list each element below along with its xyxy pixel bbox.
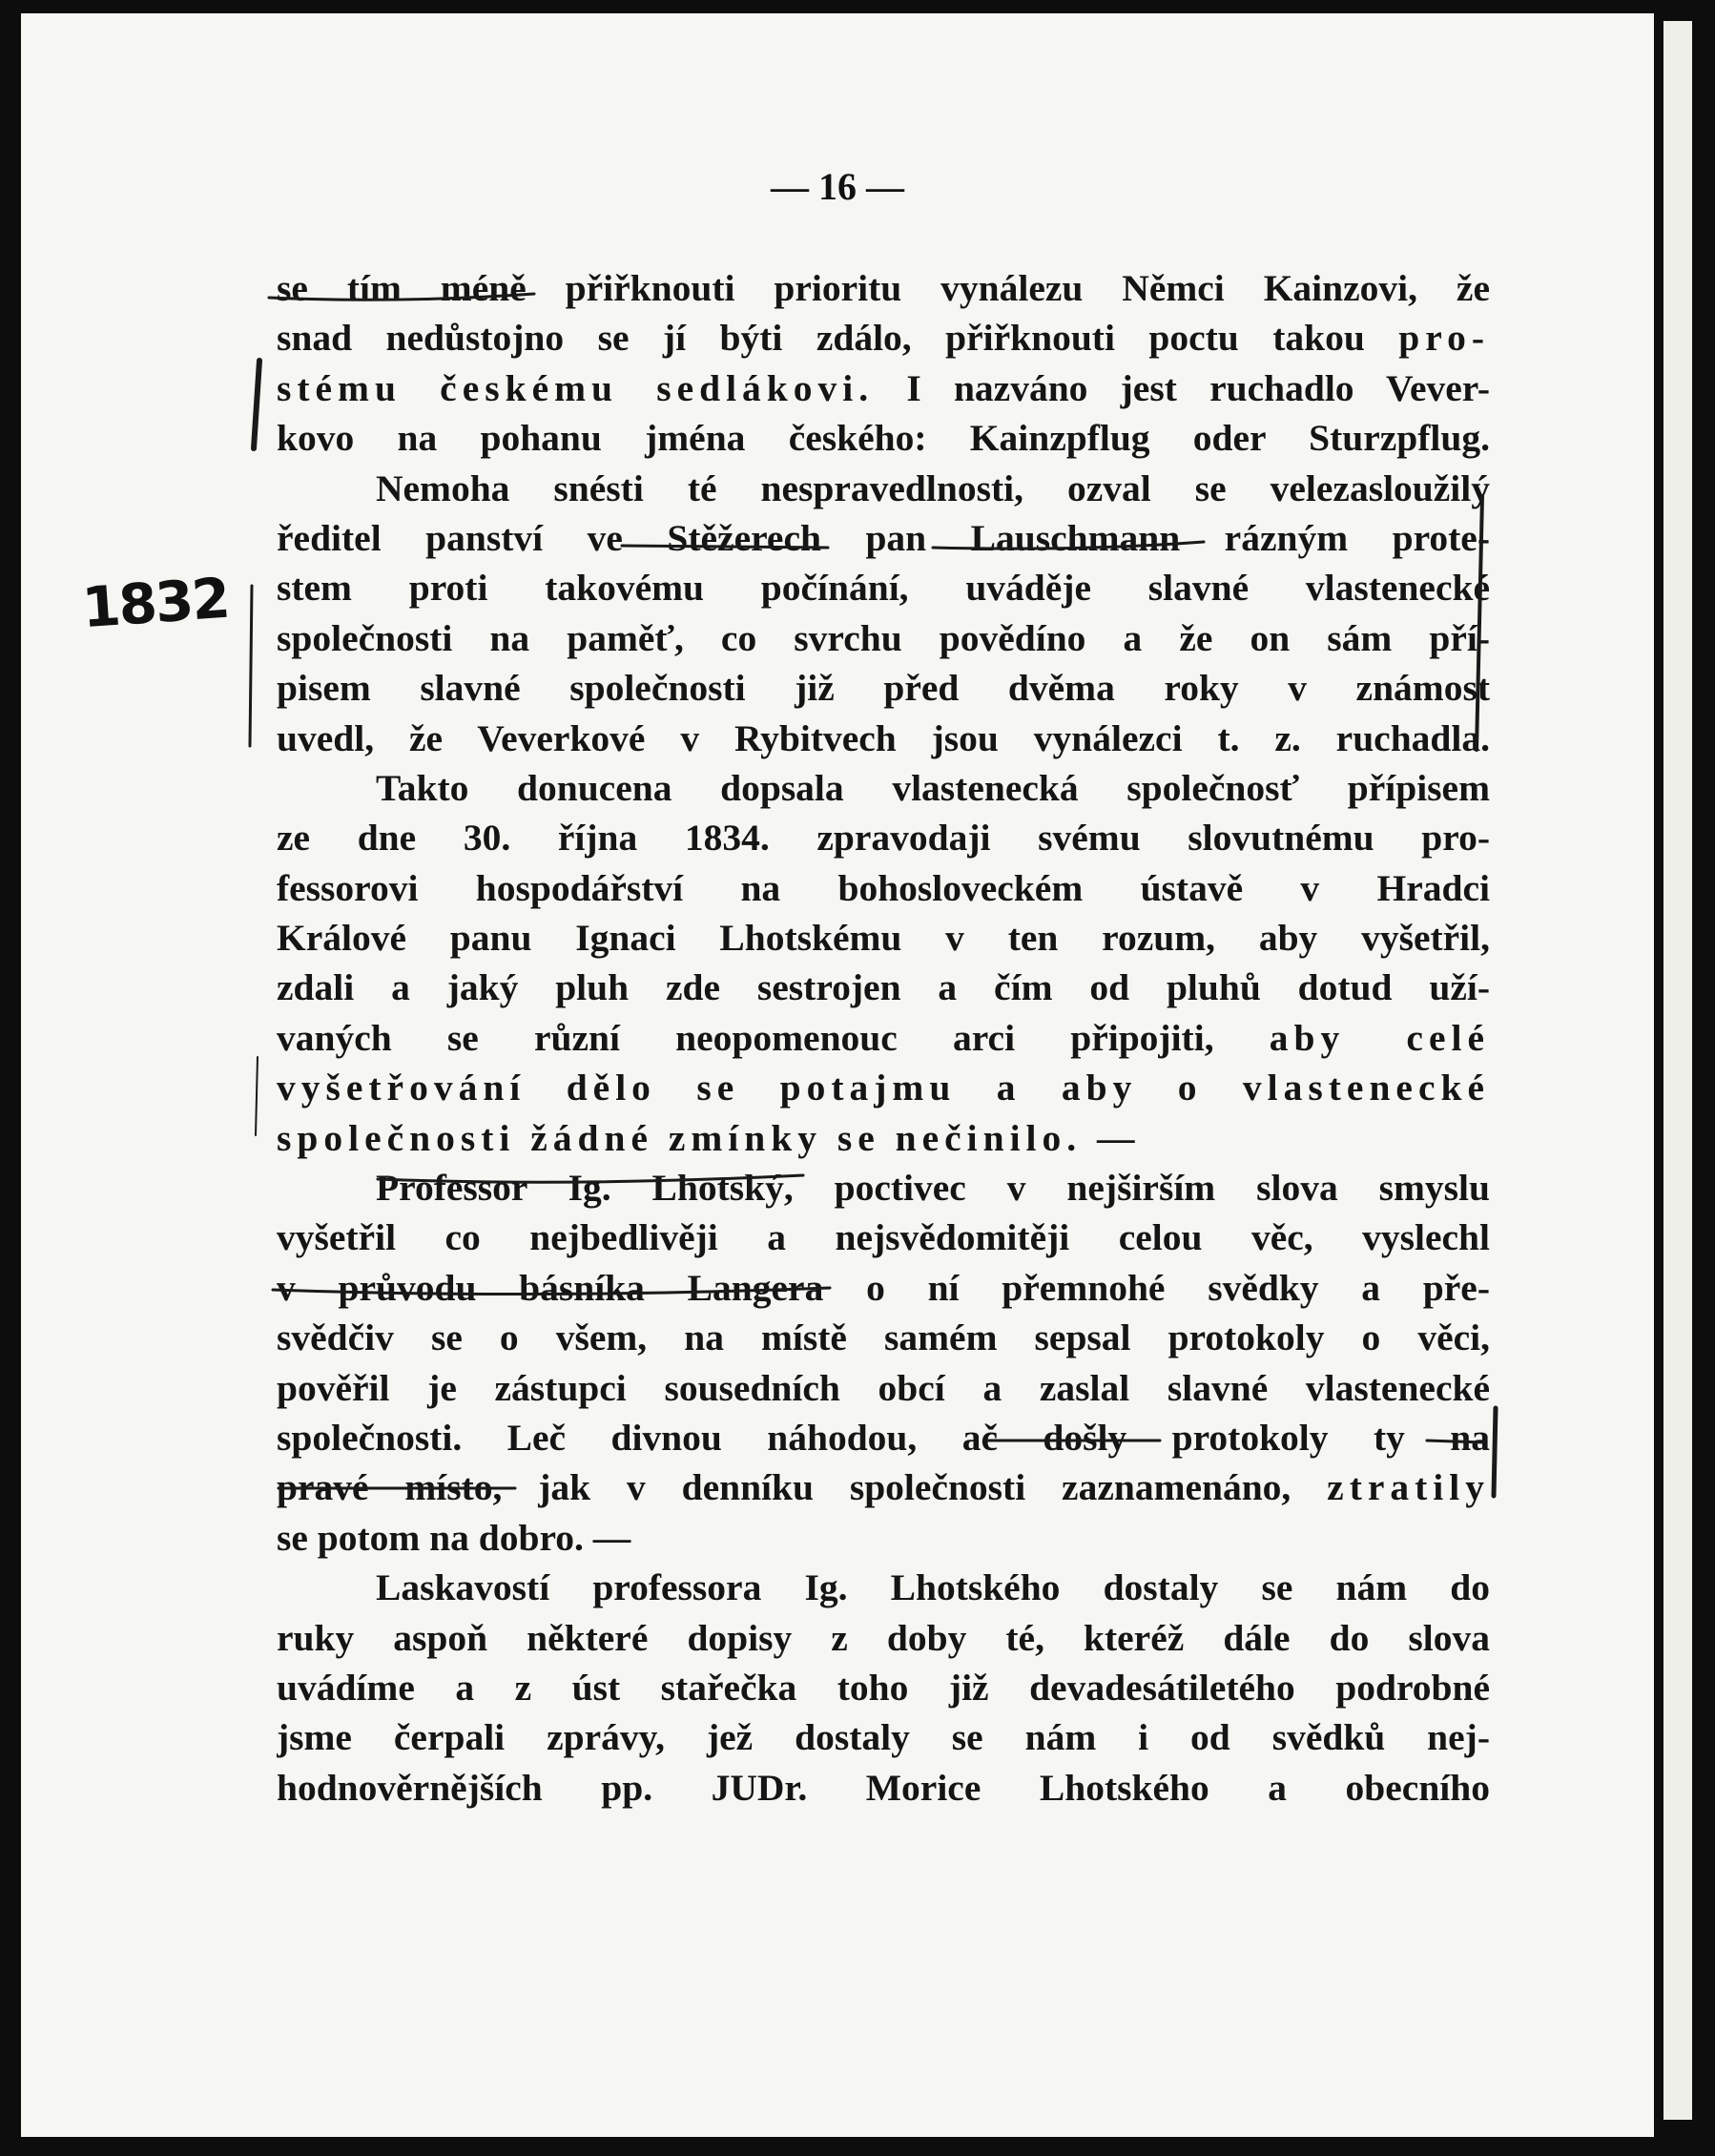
text-line: pověřil je zástupci sousedních obcí a zaslal slavné vlastenecké — [277, 1366, 1490, 1409]
text-line — [277, 313, 1490, 363]
page-number: — 16 — — [771, 165, 904, 208]
text-line: ruky aspoň některé dopisy z doby té, kteréž dále do slova — [277, 1616, 1490, 1659]
text-fragment: snad nedůstojno se jí býti zdálo, přiřknouti poctu takou — [277, 317, 1399, 360]
text-fragment: vaných se různí neopomenouc arci připojiti, — [277, 1016, 1270, 1059]
body-text — [277, 263, 1490, 1813]
text-line: společnosti žádné zmínky se nečinilo. — — [277, 1116, 1141, 1159]
text-line: ze dne 30. října 1834. zpravodaji svému slovutnému pro- — [277, 817, 1490, 860]
text-line: vyšetřil co nejbedlivěji a nejsvědomitěji celou věc, vyslechl — [277, 1216, 1490, 1259]
text-line: Professor Ig. Lhotský, poctivec v nejširším slova smyslu — [376, 1167, 1490, 1210]
text-fragment: r- — [1461, 366, 1490, 409]
book-page — [21, 13, 1654, 2137]
text-fragment-spaced: aby celé — [1269, 1016, 1490, 1059]
text-line: Králové panu Ignaci Lhotskému v ten rozum, aby vyšetřil, — [277, 917, 1490, 960]
text-line: pisem slavné společnosti již před dvěma roky v známost — [277, 667, 1490, 710]
text-fragment-spaced: pro- — [1398, 317, 1490, 360]
text-line: ředitel panství ve Stěžerech pan Lauschmann rázným prote- — [277, 516, 1490, 559]
text-fragment-spaced: stému českému sedlákovi. — [277, 366, 875, 409]
text-line — [277, 1462, 1490, 1512]
text-line: Nemoha snésti té nespravedlnosti, ozval se velezasloužilý — [376, 466, 1490, 509]
handwritten-margin-note: 1832 — [79, 565, 231, 641]
text-line — [277, 363, 1490, 413]
text-line: uvádíme a z úst stařečka toho již devadesátiletého podrobné — [277, 1666, 1490, 1709]
text-line: zdali a jaký pluh zde sestrojen a čím od pluhů dotud uží- — [277, 966, 1490, 1009]
text-line: se tím méně přiřknouti prioritu vynálezu Němci Kainzovi, že — [277, 267, 1490, 309]
text-line: uvedl, že Veverkové v Rybitvech jsou vynálezci t. z. ruchadla. — [277, 716, 1490, 759]
text-line: stem proti takovému počínání, uváděje slavné vlastenecké — [277, 567, 1490, 610]
text-line: svědčiv se o všem, na místě samém sepsal protokoly o věci, — [277, 1316, 1490, 1359]
text-line: fessorovi hospodářství na bohosloveckém ústavě v Hradci — [277, 866, 1490, 909]
adjacent-page-edge — [1663, 21, 1692, 2120]
text-line: hodnověrnějších pp. JUDr. Morice Lhotského a obecního — [277, 1766, 1490, 1809]
text-line: Takto donucena dopsala vlastenecká společnosť přípisem — [376, 766, 1490, 809]
text-line: se potom na dobro. — — [277, 1516, 631, 1559]
text-line: jsme čerpali zprávy, jež dostaly se nám i od svědků nej- — [277, 1716, 1490, 1759]
text-fragment-spaced: ztratily — [1327, 1466, 1490, 1509]
text-fragment: pravé místo, jak v denníku společnosti zaznamenáno, — [277, 1466, 1328, 1509]
text-line: Laskavostí professora Ig. Lhotského dostaly se nám do — [376, 1566, 1490, 1609]
text-line: kovo na pohanu jména českého: Kainzpflug oder Sturzpflug. — [277, 417, 1490, 460]
text-line: společnosti. Leč divnou náhodou, ač došly protokoly ty na — [277, 1416, 1490, 1459]
text-line: v průvodu básníka Langera o ní přemnohé svědky a pře- — [277, 1266, 1490, 1309]
text-line: společnosti na paměť, co svrchu povědíno a že on sám pří- — [277, 616, 1490, 659]
text-line: vyšetřování dělo se potajmu a aby o vlastenecké — [277, 1067, 1490, 1109]
text-line — [277, 1013, 1490, 1063]
text-fragment: I nazváno jest ruchadlo Veve — [874, 366, 1462, 409]
